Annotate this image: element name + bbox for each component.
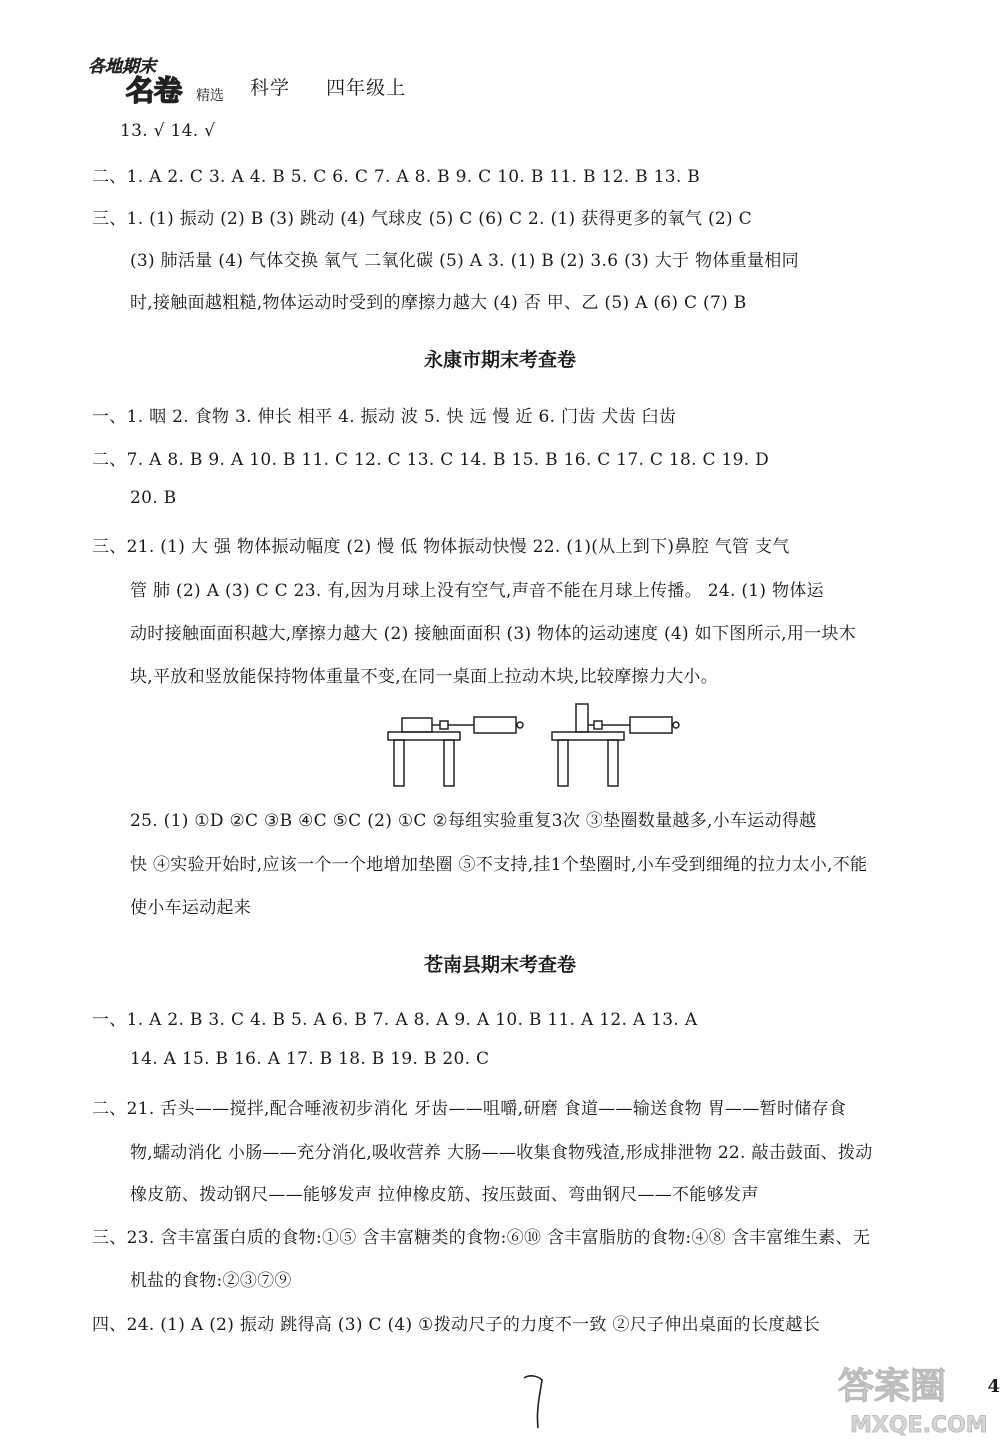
answer-line: (3) 肺活量 (4) 气体交换 氧气 二氧化碳 (5) A 3. (1) B (2) 3.6 (3) 大于 物体重量相同 (130, 251, 799, 271)
answer-line: 一、1. 咽 2. 食物 3. 伸长 相平 4. 振动 波 5. 快 远 慢 近 6. 门齿 犬齿 臼齿 (92, 407, 677, 427)
handwritten-mark (520, 1372, 550, 1437)
answer-line: 一、1. A 2. B 3. C 4. B 5. A 6. B 7. A 8. A 9. A 10. B 11. A 12. A 13. A (92, 1010, 698, 1030)
answer-line: 三、23. 含丰富蛋白质的食物:①⑤ 含丰富糖类的食物:⑥⑩ 含丰富脂肪的食物:④⑧ 含丰富维生素、无 (92, 1228, 871, 1248)
answer-line: 20. B (130, 488, 177, 508)
svg-text:MXQE.COM: MXQE.COM (850, 1413, 988, 1438)
answer-line: 物,蠕动消化 小肠——充分消化,吸收营养 大肠——收集食物残渣,形成排泄物 22. 敲击鼓面、拨动 (130, 1143, 873, 1163)
svg-text:精选: 精选 (196, 88, 224, 104)
answer-line: 时,接触面越粗糙,物体运动时受到的摩擦力越大 (4) 否 甲、乙 (5) A (6) C (7) B (130, 293, 747, 313)
answer-line: 四、24. (1) A (2) 振动 跳得高 (3) C (4) ①拨动尺子的力度不一致 ②尺子伸出桌面的长度越长 (92, 1315, 821, 1335)
answer-line: 二、1. A 2. C 3. A 4. B 5. C 6. C 7. A 8. B 9. C 10. B 11. B 12. B 13. B (92, 167, 701, 187)
answer-line: 块,平放和竖放能保持物体重量不变,在同一桌面上拉动木块,比较摩擦力大小。 (130, 667, 719, 687)
answer-line: 快 ④实验开始时,应该一个一个地增加垫圈 ⑤不支持,挂1个垫圈时,小车受到细绳的拉力太小,不能 (130, 855, 868, 875)
svg-text:答案圈: 答案圈 (838, 1366, 947, 1407)
series-logo (84, 48, 244, 108)
answer-line: 管 肺 (2) A (3) C C 23. 有,因为月球上没有空气,声音不能在月球上传播。 24. (1) 物体运 (130, 581, 824, 601)
subject-label: 科学 (250, 77, 291, 99)
answer-line: 25. (1) ①D ②C ③B ④C ⑤C (2) ①C ②每组实验重复3次 ③垫圈数量越多,小车运动得越 (130, 811, 817, 831)
watermark-logo (820, 1352, 1000, 1440)
header-subject (250, 73, 406, 100)
table-upright-block (552, 704, 679, 786)
friction-experiment-diagram (380, 700, 710, 795)
answer-line: 14. A 15. B 16. A 17. B 18. B 19. B 20. C (130, 1049, 490, 1069)
table-flat-block (388, 717, 523, 786)
grade-label: 四年级上 (326, 77, 407, 99)
answer-line: 使小车运动起来 (130, 898, 252, 918)
svg-text:名卷: 名卷 (126, 74, 183, 107)
svg-text:各地期末: 各地期末 (88, 57, 156, 77)
answer-line: 动时接触面面积越大,摩擦力越大 (2) 接触面面积 (3) 物体的运动速度 (4) 如下图所示,用一块木 (130, 624, 857, 644)
answer-line: 机盐的食物:②③⑦⑨ (130, 1271, 292, 1291)
answer-line: 13. √ 14. √ (120, 121, 216, 141)
answer-line: 橡皮筋、拨动钢尺——能够发声 拉伸橡皮筋、按压鼓面、弯曲钢尺——不能够发声 (130, 1185, 759, 1205)
answer-line: 二、21. 舌头——搅拌,配合唾液初步消化 牙齿——咀嚼,研磨 食道——输送食物 胃——暂时储存食 (92, 1099, 847, 1119)
section-title: 永康市期末考查卷 (423, 349, 576, 371)
answer-line: 三、21. (1) 大 强 物体振动幅度 (2) 慢 低 物体振动快慢 22. (1)(从上到下)鼻腔 气管 支气 (92, 537, 790, 557)
answer-line: 三、1. (1) 振动 (2) B (3) 跳动 (4) 气球皮 (5) C (6) C 2. (1) 获得更多的氧气 (2) C (92, 209, 752, 229)
answer-line: 二、7. A 8. B 9. A 10. B 11. C 12. C 13. C 14. B 15. B 16. C 17. C 18. C 19. D (92, 450, 770, 470)
section-title: 苍南县期末考查卷 (423, 954, 576, 976)
page-number: 4 (987, 1376, 1000, 1397)
